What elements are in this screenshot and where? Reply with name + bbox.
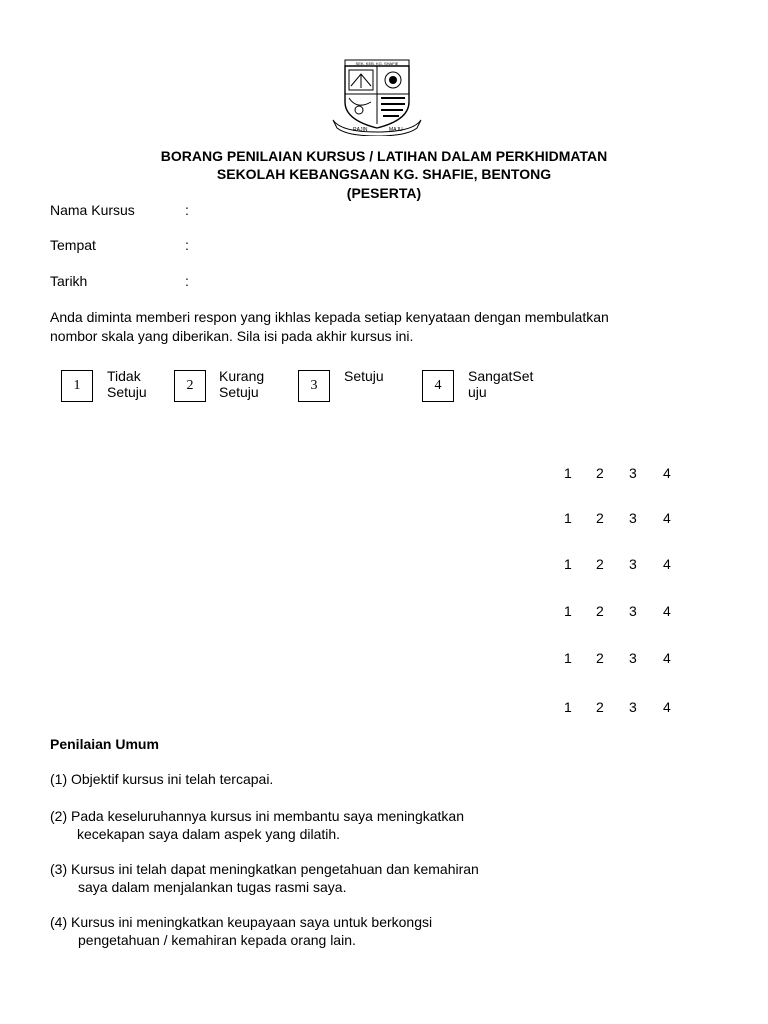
rating-option-1[interactable]: 1 [564, 650, 572, 666]
rating-option-1[interactable]: 1 [564, 556, 572, 572]
rating-option-4[interactable]: 4 [663, 556, 671, 572]
scale-label-1-line2: Setuju [107, 384, 147, 400]
rating-option-1[interactable]: 1 [564, 699, 572, 715]
item-line: pengetahuan / kemahiran kepada orang lain. [78, 932, 356, 948]
rating-option-3[interactable]: 3 [629, 650, 637, 666]
item-line: (4) Kursus ini meningkatkan keupayaan saya untuk berkongsi [50, 914, 433, 930]
list-item [50, 770, 273, 788]
rating-option-1[interactable]: 1 [564, 603, 572, 619]
rating-option-3[interactable]: 3 [629, 699, 637, 715]
venue-colon: : [185, 237, 189, 253]
rating-option-4[interactable]: 4 [663, 510, 671, 526]
rating-option-2[interactable]: 2 [596, 650, 604, 666]
scale-box-4: 4 [422, 370, 454, 402]
scale-label-4-line1: SangatSet [468, 368, 534, 384]
rating-row [0, 650, 768, 668]
scale-box-2: 2 [174, 370, 206, 402]
rating-option-2[interactable]: 2 [596, 510, 604, 526]
rating-row [0, 465, 768, 483]
rating-option-4[interactable]: 4 [663, 699, 671, 715]
rating-row [0, 510, 768, 528]
rating-option-2[interactable]: 2 [596, 603, 604, 619]
rating-option-1[interactable]: 1 [564, 510, 572, 526]
scale-label-3-line1: Setuju [344, 368, 384, 384]
rating-option-2[interactable]: 2 [596, 465, 604, 481]
rating-row [0, 556, 768, 574]
school-crest-logo [331, 58, 423, 136]
rating-option-4[interactable]: 4 [663, 465, 671, 481]
instructions-line-1: Anda diminta memberi respon yang ikhlas kepada setiap kenyataan dengan membulatkan [50, 309, 609, 325]
course-name-colon: : [185, 202, 189, 218]
scale-label-2-line1: Kurang [219, 368, 265, 384]
scale-label-4-line2: uju [468, 384, 487, 400]
scale-label-1 [107, 368, 147, 400]
svg-text:SEK. KEB. KG. SHAFIE: SEK. KEB. KG. SHAFIE [355, 61, 399, 66]
item-line: (2) Pada keseluruhannya kursus ini membantu saya meningkatkan [50, 808, 465, 824]
venue-label: Tempat [50, 237, 96, 253]
item-line: (3) Kursus ini telah dapat meningkatkan pengetahuan dan kemahiran [50, 861, 479, 877]
rating-option-2[interactable]: 2 [596, 699, 604, 715]
date-label: Tarikh [50, 273, 88, 289]
svg-text:RAJIN: RAJIN [353, 127, 368, 133]
list-item [50, 807, 464, 843]
rating-option-3[interactable]: 3 [629, 556, 637, 572]
scale-box-3: 3 [298, 370, 330, 402]
date-colon: : [185, 273, 189, 289]
scale-label-4 [468, 368, 533, 400]
item-line: (1) Objektif kursus ini telah tercapai. [50, 771, 274, 787]
rating-option-4[interactable]: 4 [663, 650, 671, 666]
scale-label-2-line2: Setuju [219, 384, 259, 400]
rating-option-3[interactable]: 3 [629, 510, 637, 526]
rating-row [0, 603, 768, 621]
form-title: BORANG PENILAIAN KURSUS / LATIHAN DALAM PERKHIDMATAN [160, 148, 608, 164]
rating-option-3[interactable]: 3 [629, 603, 637, 619]
school-name: SEKOLAH KEBANGSAAN KG. SHAFIE, BENTONG [216, 166, 552, 182]
rating-row [0, 699, 768, 717]
scale-label-2 [219, 368, 264, 400]
rating-option-2[interactable]: 2 [596, 556, 604, 572]
scale-box-1: 1 [61, 370, 93, 402]
rating-option-1[interactable]: 1 [564, 465, 572, 481]
section-heading: Penilaian Umum [50, 736, 159, 752]
scale-label-1-line1: Tidak [107, 368, 141, 384]
rating-option-3[interactable]: 3 [629, 465, 637, 481]
svg-text:MAJU: MAJU [389, 127, 403, 133]
form-subtitle: (PESERTA) [346, 185, 422, 201]
rating-option-4[interactable]: 4 [663, 603, 671, 619]
item-line: saya dalam menjalankan tugas rasmi saya. [78, 879, 347, 895]
scale-label-3 [344, 368, 384, 384]
course-name-label: Nama Kursus [50, 202, 135, 218]
list-item [50, 913, 432, 949]
list-item [50, 860, 479, 896]
instructions-line-2: nombor skala yang diberikan. Sila isi pada akhir kursus ini. [50, 328, 414, 344]
item-line: kecekapan saya dalam aspek yang dilatih. [77, 826, 341, 842]
